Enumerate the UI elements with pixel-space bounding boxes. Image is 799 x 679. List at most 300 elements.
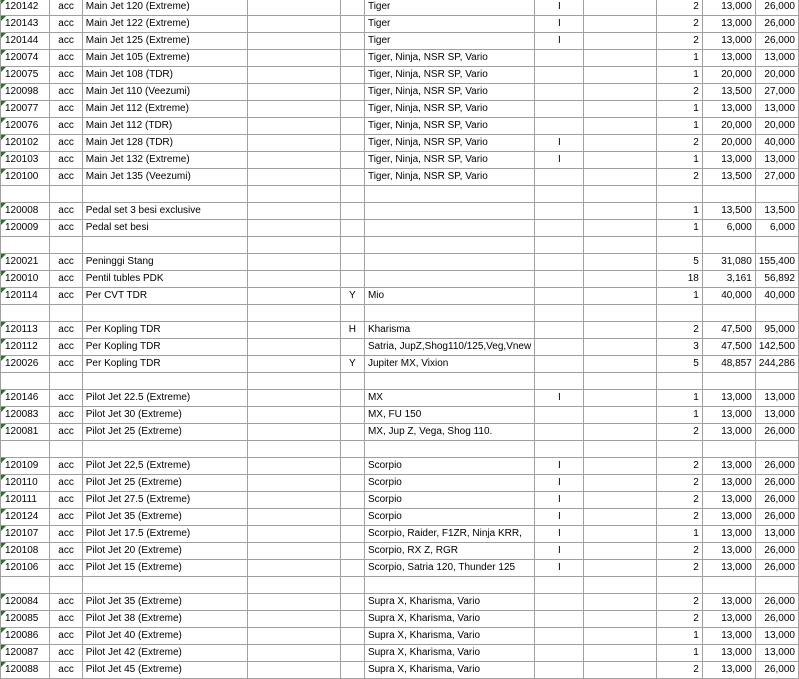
type-cell[interactable]: acc — [50, 152, 82, 169]
quantity-cell[interactable]: 2 — [656, 475, 702, 492]
total-cell[interactable]: 155,400 — [755, 254, 798, 271]
flag-cell[interactable] — [340, 33, 364, 50]
marker-cell[interactable] — [535, 628, 584, 645]
description-cell[interactable]: Main Jet 110 (Veezumi) — [82, 84, 247, 101]
marker-cell[interactable] — [535, 84, 584, 101]
description-cell[interactable]: Main Jet 112 (TDR) — [82, 118, 247, 135]
quantity-cell[interactable] — [656, 373, 702, 390]
unit-price-cell[interactable] — [702, 577, 755, 594]
item-code-cell[interactable] — [1, 577, 50, 594]
compatibility-cell[interactable]: Tiger, Ninja, NSR SP, Vario — [364, 101, 534, 118]
marker-cell[interactable] — [535, 645, 584, 662]
marker-cell[interactable] — [535, 271, 584, 288]
flag-cell[interactable] — [340, 67, 364, 84]
description-cell[interactable]: Main Jet 112 (Extreme) — [82, 101, 247, 118]
type-cell[interactable]: acc — [50, 288, 82, 305]
compatibility-cell[interactable]: Tiger, Ninja, NSR SP, Vario — [364, 118, 534, 135]
unit-price-cell[interactable]: 13,500 — [702, 84, 755, 101]
total-cell[interactable]: 13,000 — [755, 390, 798, 407]
unit-price-cell[interactable]: 13,000 — [702, 152, 755, 169]
blank-cell[interactable] — [584, 441, 656, 458]
total-cell[interactable]: 26,000 — [755, 0, 798, 16]
quantity-cell[interactable]: 2 — [656, 458, 702, 475]
blank-cell[interactable] — [584, 50, 656, 67]
type-cell[interactable]: acc — [50, 594, 82, 611]
description-cell[interactable] — [82, 373, 247, 390]
unit-price-cell[interactable]: 13,000 — [702, 424, 755, 441]
item-code-cell[interactable]: 120085 — [1, 611, 50, 628]
unit-price-cell[interactable] — [702, 441, 755, 458]
flag-cell[interactable] — [340, 50, 364, 67]
item-code-cell[interactable]: 120110 — [1, 475, 50, 492]
marker-cell[interactable] — [535, 101, 584, 118]
item-code-cell[interactable]: 120107 — [1, 526, 50, 543]
type-cell[interactable]: acc — [50, 662, 82, 679]
marker-cell[interactable] — [535, 577, 584, 594]
blank-cell[interactable] — [247, 509, 340, 526]
flag-cell[interactable] — [340, 645, 364, 662]
quantity-cell[interactable]: 2 — [656, 16, 702, 33]
item-code-cell[interactable]: 120102 — [1, 135, 50, 152]
compatibility-cell[interactable]: Scorpio, Raider, F1ZR, Ninja KRR, — [364, 526, 534, 543]
flag-cell[interactable]: Y — [340, 288, 364, 305]
unit-price-cell[interactable] — [702, 237, 755, 254]
unit-price-cell[interactable]: 13,000 — [702, 50, 755, 67]
blank-cell[interactable] — [247, 577, 340, 594]
marker-cell[interactable] — [535, 67, 584, 84]
description-cell[interactable]: Per Kopling TDR — [82, 322, 247, 339]
total-cell[interactable]: 13,000 — [755, 628, 798, 645]
flag-cell[interactable] — [340, 577, 364, 594]
flag-cell[interactable] — [340, 169, 364, 186]
type-cell[interactable]: acc — [50, 16, 82, 33]
blank-cell[interactable] — [247, 339, 340, 356]
marker-cell[interactable] — [535, 611, 584, 628]
marker-cell[interactable]: I — [535, 152, 584, 169]
total-cell[interactable] — [755, 373, 798, 390]
marker-cell[interactable] — [535, 594, 584, 611]
type-cell[interactable]: acc — [50, 135, 82, 152]
blank-cell[interactable] — [584, 560, 656, 577]
marker-cell[interactable]: I — [535, 0, 584, 16]
total-cell[interactable]: 26,000 — [755, 16, 798, 33]
compatibility-cell[interactable]: Supra X, Kharisma, Vario — [364, 594, 534, 611]
unit-price-cell[interactable]: 13,000 — [702, 509, 755, 526]
flag-cell[interactable]: H — [340, 322, 364, 339]
flag-cell[interactable] — [340, 390, 364, 407]
description-cell[interactable]: Pilot Jet 20 (Extreme) — [82, 543, 247, 560]
description-cell[interactable]: Pilot Jet 15 (Extreme) — [82, 560, 247, 577]
quantity-cell[interactable]: 2 — [656, 492, 702, 509]
flag-cell[interactable]: Y — [340, 356, 364, 373]
marker-cell[interactable] — [535, 305, 584, 322]
flag-cell[interactable] — [340, 407, 364, 424]
blank-cell[interactable] — [584, 186, 656, 203]
unit-price-cell[interactable]: 13,000 — [702, 0, 755, 16]
description-cell[interactable]: Pentil tubles PDK — [82, 271, 247, 288]
blank-cell[interactable] — [247, 67, 340, 84]
quantity-cell[interactable]: 2 — [656, 543, 702, 560]
blank-cell[interactable] — [584, 424, 656, 441]
blank-cell[interactable] — [247, 645, 340, 662]
marker-cell[interactable]: I — [535, 492, 584, 509]
blank-cell[interactable] — [584, 458, 656, 475]
blank-cell[interactable] — [584, 356, 656, 373]
marker-cell[interactable]: I — [535, 135, 584, 152]
item-code-cell[interactable]: 120076 — [1, 118, 50, 135]
item-code-cell[interactable]: 120087 — [1, 645, 50, 662]
blank-cell[interactable] — [247, 441, 340, 458]
description-cell[interactable] — [82, 186, 247, 203]
compatibility-cell[interactable]: Tiger, Ninja, NSR SP, Vario — [364, 169, 534, 186]
flag-cell[interactable] — [340, 254, 364, 271]
flag-cell[interactable] — [340, 543, 364, 560]
marker-cell[interactable]: I — [535, 509, 584, 526]
quantity-cell[interactable]: 5 — [656, 254, 702, 271]
unit-price-cell[interactable]: 31,080 — [702, 254, 755, 271]
blank-cell[interactable] — [247, 254, 340, 271]
blank-cell[interactable] — [584, 322, 656, 339]
blank-cell[interactable] — [247, 373, 340, 390]
type-cell[interactable]: acc — [50, 628, 82, 645]
flag-cell[interactable] — [340, 373, 364, 390]
compatibility-cell[interactable]: Scorpio, RX Z, RGR — [364, 543, 534, 560]
description-cell[interactable]: Main Jet 120 (Extreme) — [82, 0, 247, 16]
total-cell[interactable]: 6,000 — [755, 220, 798, 237]
blank-cell[interactable] — [584, 16, 656, 33]
total-cell[interactable]: 13,000 — [755, 407, 798, 424]
quantity-cell[interactable] — [656, 441, 702, 458]
item-code-cell[interactable]: 120144 — [1, 33, 50, 50]
blank-cell[interactable] — [247, 458, 340, 475]
total-cell[interactable]: 244,286 — [755, 356, 798, 373]
description-cell[interactable]: Main Jet 128 (TDR) — [82, 135, 247, 152]
item-code-cell[interactable]: 120075 — [1, 67, 50, 84]
blank-cell[interactable] — [247, 390, 340, 407]
type-cell[interactable]: acc — [50, 526, 82, 543]
description-cell[interactable]: Pilot Jet 25 (Extreme) — [82, 424, 247, 441]
compatibility-cell[interactable]: MX, Jup Z, Vega, Shog 110. — [364, 424, 534, 441]
blank-cell[interactable] — [247, 560, 340, 577]
quantity-cell[interactable]: 1 — [656, 407, 702, 424]
description-cell[interactable] — [82, 237, 247, 254]
quantity-cell[interactable]: 2 — [656, 33, 702, 50]
compatibility-cell[interactable]: Tiger, Ninja, NSR SP, Vario — [364, 135, 534, 152]
quantity-cell[interactable] — [656, 186, 702, 203]
marker-cell[interactable]: I — [535, 526, 584, 543]
blank-cell[interactable] — [584, 645, 656, 662]
quantity-cell[interactable]: 1 — [656, 101, 702, 118]
quantity-cell[interactable]: 1 — [656, 152, 702, 169]
description-cell[interactable]: Main Jet 135 (Veezumi) — [82, 169, 247, 186]
blank-cell[interactable] — [247, 0, 340, 16]
item-code-cell[interactable]: 120077 — [1, 101, 50, 118]
blank-cell[interactable] — [247, 407, 340, 424]
item-code-cell[interactable]: 120008 — [1, 203, 50, 220]
flag-cell[interactable] — [340, 271, 364, 288]
item-code-cell[interactable]: 120084 — [1, 594, 50, 611]
blank-cell[interactable] — [584, 492, 656, 509]
description-cell[interactable]: Pilot Jet 30 (Extreme) — [82, 407, 247, 424]
marker-cell[interactable] — [535, 356, 584, 373]
blank-cell[interactable] — [247, 305, 340, 322]
description-cell[interactable] — [82, 441, 247, 458]
blank-cell[interactable] — [247, 271, 340, 288]
unit-price-cell[interactable]: 13,000 — [702, 543, 755, 560]
quantity-cell[interactable]: 2 — [656, 594, 702, 611]
type-cell[interactable]: acc — [50, 254, 82, 271]
flag-cell[interactable] — [340, 628, 364, 645]
quantity-cell[interactable]: 1 — [656, 288, 702, 305]
compatibility-cell[interactable]: Supra X, Kharisma, Vario — [364, 662, 534, 679]
total-cell[interactable]: 56,892 — [755, 271, 798, 288]
quantity-cell[interactable]: 1 — [656, 628, 702, 645]
item-code-cell[interactable] — [1, 441, 50, 458]
blank-cell[interactable] — [247, 237, 340, 254]
compatibility-cell[interactable] — [364, 186, 534, 203]
item-code-cell[interactable] — [1, 305, 50, 322]
flag-cell[interactable] — [340, 594, 364, 611]
compatibility-cell[interactable]: Scorpio — [364, 475, 534, 492]
type-cell[interactable]: acc — [50, 50, 82, 67]
total-cell[interactable]: 13,500 — [755, 203, 798, 220]
unit-price-cell[interactable]: 13,500 — [702, 169, 755, 186]
blank-cell[interactable] — [247, 135, 340, 152]
total-cell[interactable]: 13,000 — [755, 645, 798, 662]
compatibility-cell[interactable] — [364, 203, 534, 220]
total-cell[interactable]: 13,000 — [755, 50, 798, 67]
blank-cell[interactable] — [584, 407, 656, 424]
type-cell[interactable]: acc — [50, 84, 82, 101]
type-cell[interactable]: acc — [50, 560, 82, 577]
flag-cell[interactable] — [340, 662, 364, 679]
blank-cell[interactable] — [584, 169, 656, 186]
flag-cell[interactable] — [340, 152, 364, 169]
flag-cell[interactable] — [340, 458, 364, 475]
flag-cell[interactable] — [340, 237, 364, 254]
compatibility-cell[interactable]: Supra X, Kharisma, Vario — [364, 611, 534, 628]
marker-cell[interactable] — [535, 288, 584, 305]
total-cell[interactable] — [755, 577, 798, 594]
unit-price-cell[interactable]: 47,500 — [702, 339, 755, 356]
type-cell[interactable]: acc — [50, 611, 82, 628]
total-cell[interactable]: 26,000 — [755, 458, 798, 475]
quantity-cell[interactable]: 1 — [656, 203, 702, 220]
quantity-cell[interactable]: 2 — [656, 0, 702, 16]
description-cell[interactable]: Main Jet 105 (Extreme) — [82, 50, 247, 67]
blank-cell[interactable] — [584, 203, 656, 220]
blank-cell[interactable] — [584, 611, 656, 628]
total-cell[interactable] — [755, 441, 798, 458]
unit-price-cell[interactable] — [702, 305, 755, 322]
compatibility-cell[interactable]: Tiger, Ninja, NSR SP, Vario — [364, 84, 534, 101]
marker-cell[interactable] — [535, 186, 584, 203]
blank-cell[interactable] — [584, 373, 656, 390]
marker-cell[interactable] — [535, 441, 584, 458]
quantity-cell[interactable]: 1 — [656, 526, 702, 543]
item-code-cell[interactable]: 120113 — [1, 322, 50, 339]
flag-cell[interactable] — [340, 560, 364, 577]
flag-cell[interactable] — [340, 101, 364, 118]
unit-price-cell[interactable]: 20,000 — [702, 135, 755, 152]
description-cell[interactable] — [82, 577, 247, 594]
unit-price-cell[interactable]: 40,000 — [702, 288, 755, 305]
unit-price-cell[interactable]: 13,500 — [702, 203, 755, 220]
blank-cell[interactable] — [247, 628, 340, 645]
marker-cell[interactable] — [535, 407, 584, 424]
description-cell[interactable]: Main Jet 125 (Extreme) — [82, 33, 247, 50]
compatibility-cell[interactable]: Satria, JupZ,Shog110/125,Veg,Vnew — [364, 339, 534, 356]
total-cell[interactable]: 26,000 — [755, 509, 798, 526]
blank-cell[interactable] — [247, 288, 340, 305]
total-cell[interactable]: 26,000 — [755, 475, 798, 492]
unit-price-cell[interactable]: 13,000 — [702, 458, 755, 475]
compatibility-cell[interactable]: Scorpio — [364, 509, 534, 526]
blank-cell[interactable] — [247, 611, 340, 628]
description-cell[interactable]: Per Kopling TDR — [82, 356, 247, 373]
total-cell[interactable]: 26,000 — [755, 424, 798, 441]
type-cell[interactable]: acc — [50, 118, 82, 135]
item-code-cell[interactable]: 120111 — [1, 492, 50, 509]
unit-price-cell[interactable]: 13,000 — [702, 611, 755, 628]
flag-cell[interactable] — [340, 611, 364, 628]
type-cell[interactable]: acc — [50, 543, 82, 560]
blank-cell[interactable] — [247, 662, 340, 679]
unit-price-cell[interactable]: 20,000 — [702, 67, 755, 84]
compatibility-cell[interactable]: Mio — [364, 288, 534, 305]
compatibility-cell[interactable]: Tiger — [364, 0, 534, 16]
description-cell[interactable]: Per Kopling TDR — [82, 339, 247, 356]
blank-cell[interactable] — [247, 84, 340, 101]
item-code-cell[interactable]: 120081 — [1, 424, 50, 441]
compatibility-cell[interactable] — [364, 271, 534, 288]
total-cell[interactable]: 40,000 — [755, 135, 798, 152]
marker-cell[interactable] — [535, 50, 584, 67]
compatibility-cell[interactable]: Tiger, Ninja, NSR SP, Vario — [364, 50, 534, 67]
total-cell[interactable]: 20,000 — [755, 118, 798, 135]
item-code-cell[interactable] — [1, 373, 50, 390]
blank-cell[interactable] — [247, 594, 340, 611]
type-cell[interactable]: acc — [50, 101, 82, 118]
description-cell[interactable]: Pilot Jet 22.5 (Extreme) — [82, 390, 247, 407]
type-cell[interactable]: acc — [50, 33, 82, 50]
type-cell[interactable]: acc — [50, 339, 82, 356]
quantity-cell[interactable]: 2 — [656, 135, 702, 152]
type-cell[interactable]: acc — [50, 271, 82, 288]
item-code-cell[interactable]: 120009 — [1, 220, 50, 237]
marker-cell[interactable] — [535, 203, 584, 220]
item-code-cell[interactable]: 120083 — [1, 407, 50, 424]
blank-cell[interactable] — [584, 475, 656, 492]
marker-cell[interactable]: I — [535, 16, 584, 33]
blank-cell[interactable] — [584, 288, 656, 305]
total-cell[interactable]: 27,000 — [755, 84, 798, 101]
blank-cell[interactable] — [584, 84, 656, 101]
unit-price-cell[interactable]: 6,000 — [702, 220, 755, 237]
type-cell[interactable]: acc — [50, 424, 82, 441]
total-cell[interactable]: 27,000 — [755, 169, 798, 186]
marker-cell[interactable] — [535, 254, 584, 271]
blank-cell[interactable] — [247, 50, 340, 67]
blank-cell[interactable] — [584, 67, 656, 84]
total-cell[interactable] — [755, 186, 798, 203]
quantity-cell[interactable]: 1 — [656, 220, 702, 237]
type-cell[interactable]: acc — [50, 356, 82, 373]
compatibility-cell[interactable] — [364, 577, 534, 594]
item-code-cell[interactable]: 120112 — [1, 339, 50, 356]
marker-cell[interactable] — [535, 118, 584, 135]
unit-price-cell[interactable]: 13,000 — [702, 526, 755, 543]
unit-price-cell[interactable]: 47,500 — [702, 322, 755, 339]
blank-cell[interactable] — [584, 220, 656, 237]
marker-cell[interactable]: I — [535, 560, 584, 577]
item-code-cell[interactable]: 120106 — [1, 560, 50, 577]
compatibility-cell[interactable]: Tiger, Ninja, NSR SP, Vario — [364, 67, 534, 84]
unit-price-cell[interactable]: 13,000 — [702, 475, 755, 492]
blank-cell[interactable] — [584, 543, 656, 560]
description-cell[interactable]: Pedal set besi — [82, 220, 247, 237]
total-cell[interactable]: 95,000 — [755, 322, 798, 339]
blank-cell[interactable] — [247, 118, 340, 135]
item-code-cell[interactable]: 120108 — [1, 543, 50, 560]
unit-price-cell[interactable]: 13,000 — [702, 594, 755, 611]
compatibility-cell[interactable]: Kharisma — [364, 322, 534, 339]
unit-price-cell[interactable]: 20,000 — [702, 118, 755, 135]
flag-cell[interactable] — [340, 492, 364, 509]
type-cell[interactable]: acc — [50, 475, 82, 492]
unit-price-cell[interactable]: 13,000 — [702, 390, 755, 407]
compatibility-cell[interactable]: MX, FU 150 — [364, 407, 534, 424]
quantity-cell[interactable]: 3 — [656, 339, 702, 356]
blank-cell[interactable] — [584, 594, 656, 611]
compatibility-cell[interactable]: Scorpio — [364, 492, 534, 509]
type-cell[interactable]: acc — [50, 390, 82, 407]
unit-price-cell[interactable] — [702, 373, 755, 390]
blank-cell[interactable] — [247, 220, 340, 237]
flag-cell[interactable] — [340, 424, 364, 441]
description-cell[interactable]: Pedal set 3 besi exclusive — [82, 203, 247, 220]
item-code-cell[interactable] — [1, 186, 50, 203]
compatibility-cell[interactable]: Supra X, Kharisma, Vario — [364, 645, 534, 662]
blank-cell[interactable] — [247, 543, 340, 560]
blank-cell[interactable] — [584, 305, 656, 322]
total-cell[interactable] — [755, 237, 798, 254]
quantity-cell[interactable]: 5 — [656, 356, 702, 373]
blank-cell[interactable] — [247, 33, 340, 50]
item-code-cell[interactable]: 120109 — [1, 458, 50, 475]
flag-cell[interactable] — [340, 135, 364, 152]
compatibility-cell[interactable]: Tiger, Ninja, NSR SP, Vario — [364, 152, 534, 169]
description-cell[interactable]: Pilot Jet 45 (Extreme) — [82, 662, 247, 679]
quantity-cell[interactable] — [656, 305, 702, 322]
compatibility-cell[interactable] — [364, 220, 534, 237]
blank-cell[interactable] — [247, 16, 340, 33]
marker-cell[interactable] — [535, 662, 584, 679]
compatibility-cell[interactable] — [364, 305, 534, 322]
blank-cell[interactable] — [584, 0, 656, 16]
quantity-cell[interactable]: 2 — [656, 509, 702, 526]
flag-cell[interactable] — [340, 441, 364, 458]
blank-cell[interactable] — [584, 390, 656, 407]
quantity-cell[interactable]: 2 — [656, 611, 702, 628]
compatibility-cell[interactable] — [364, 441, 534, 458]
marker-cell[interactable]: I — [535, 33, 584, 50]
quantity-cell[interactable] — [656, 237, 702, 254]
marker-cell[interactable]: I — [535, 475, 584, 492]
type-cell[interactable]: acc — [50, 407, 82, 424]
item-code-cell[interactable]: 120146 — [1, 390, 50, 407]
blank-cell[interactable] — [584, 577, 656, 594]
